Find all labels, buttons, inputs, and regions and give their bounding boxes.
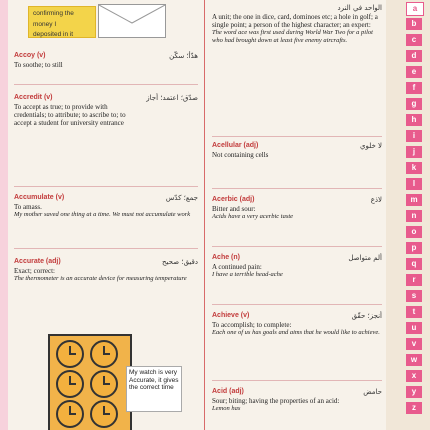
alphabet-tab-h[interactable]: h (406, 114, 422, 126)
alphabet-tab-g[interactable]: g (406, 98, 422, 110)
arabic-translation: جمع؛ كدّس (165, 194, 198, 202)
entry-divider (212, 246, 382, 247)
entry-acellular (212, 142, 382, 159)
alphabet-tab-z[interactable]: z (406, 402, 422, 414)
headword: Accoy (v) (14, 52, 46, 59)
alphabet-tab-s[interactable]: s (406, 290, 422, 302)
clock-icon (90, 370, 118, 398)
alphabet-index (386, 0, 430, 430)
headword: Accredit (v) (14, 94, 53, 101)
clock-icon (90, 400, 118, 428)
alphabet-tab-b[interactable]: b (406, 18, 422, 30)
clock-icon (56, 340, 84, 368)
entry-acid (212, 388, 382, 413)
alphabet-tab-m[interactable]: m (406, 194, 422, 206)
alphabet-tab-p[interactable]: p (406, 242, 422, 254)
alphabet-tab-t[interactable]: t (406, 306, 422, 318)
entry-divider (212, 188, 382, 189)
entry-achieve (212, 312, 382, 337)
entry-accurate (14, 258, 198, 283)
definition: Sour; biting; having the properties of an acid: (212, 397, 340, 405)
entry-accoy (14, 52, 198, 69)
bank-image (28, 4, 188, 38)
alphabet-tab-k[interactable]: k (406, 162, 422, 174)
arabic-translation: صدّق؛ اعتمد؛ أجاز (146, 94, 198, 102)
entry-divider (14, 248, 198, 249)
headword: Acerbic (adj) (212, 196, 255, 203)
entry-divider (212, 136, 382, 137)
alphabet-tab-i[interactable]: i (406, 130, 422, 142)
entry-accredit (14, 94, 198, 127)
alphabet-tab-r[interactable]: r (406, 274, 422, 286)
alphabet-tab-l[interactable]: l (406, 178, 422, 190)
entry-ache (212, 254, 382, 279)
entry-accumulate (14, 194, 198, 219)
arabic-translation: هدّأ؛ سكّن (169, 52, 198, 60)
alphabet-tab-e[interactable]: e (406, 66, 422, 78)
envelope-icon (99, 5, 165, 37)
alphabet-tab-v[interactable]: v (406, 338, 422, 350)
example: Each one of us has goals and aims that he would like to achieve. (212, 329, 380, 336)
clock-icon (90, 340, 118, 368)
alphabet-tab-c[interactable]: c (406, 34, 422, 46)
definition: Not containing cells (212, 151, 269, 159)
example: The thermometer is an accurate device for measuring temperature (14, 275, 187, 282)
definition: A unit; the one in dice, card, dominoes etc; a hole in golf; a single point; a person of the highest character; an expert: (212, 13, 378, 29)
column-divider (204, 0, 205, 430)
alphabet-tab-q[interactable]: q (406, 258, 422, 270)
definition: A continued pain: (212, 263, 262, 271)
example: I have a terrible head-ache (212, 271, 283, 278)
receipt-card (28, 6, 96, 38)
definition: To soothe; to still (14, 61, 63, 69)
example: Lemon has (212, 405, 241, 412)
card-line-1: confirming the (33, 10, 74, 17)
alphabet-tab-o[interactable]: o (406, 226, 422, 238)
example: The word ace was first used during World War Two for a pilot who had brought down at least five enemy aircrafts. (212, 29, 373, 44)
headword: Accumulate (v) (14, 194, 65, 201)
arabic-translation: أنجز؛ حقّق (351, 312, 382, 320)
definition: To amass. (14, 203, 42, 211)
definition: Bitter and sour: (212, 205, 256, 213)
alphabet-tab-n[interactable]: n (406, 210, 422, 222)
arabic-translation: الواحد في النرد (337, 4, 382, 12)
alphabet-tab-y[interactable]: y (406, 386, 422, 398)
alphabet-tab-j[interactable]: j (406, 146, 422, 158)
headword: Acid (adj) (212, 388, 244, 395)
left-edge-strip (0, 0, 8, 430)
entry-divider (212, 380, 382, 381)
headword: Ache (n) (212, 254, 240, 261)
alphabet-tab-w[interactable]: w (406, 354, 422, 366)
clock-icon (56, 400, 84, 428)
entry-divider (14, 186, 198, 187)
alphabet-tab-d[interactable]: d (406, 50, 422, 62)
entry-acerbic (212, 196, 382, 221)
example: My mother saved one thing at a time. We must not accumulate work (14, 211, 191, 218)
alphabet-tab-a[interactable]: a (406, 2, 424, 16)
clocks-illustration (48, 334, 132, 430)
headword: Accurate (adj) (14, 258, 61, 265)
right-column (212, 0, 382, 430)
watch-caption: My watch is very Accurate, it gives the correct time (126, 366, 182, 412)
entry-ace (212, 4, 382, 44)
headword: Achieve (v) (212, 312, 250, 319)
alphabet-tab-u[interactable]: u (406, 322, 422, 334)
example: Acids have a very acerbic taste (212, 213, 294, 220)
clock-icon (56, 370, 84, 398)
headword: Acellular (adj) (212, 142, 259, 149)
arabic-translation: ألم متواصل (348, 254, 382, 262)
entry-divider (14, 84, 198, 85)
arabic-translation: لاذع (370, 196, 382, 204)
card-line-3: deposited in it (33, 31, 74, 38)
alphabet-tab-f[interactable]: f (406, 82, 422, 94)
arabic-translation: حامض (363, 388, 382, 396)
envelope-image (98, 4, 166, 38)
definition: Exact; correct: (14, 267, 56, 275)
definition: To accomplish; to complete: (212, 321, 292, 329)
alphabet-tab-x[interactable]: x (406, 370, 422, 382)
card-line-2: money I (33, 20, 57, 28)
arabic-translation: دقيق؛ صحيح (162, 258, 198, 266)
definition: To accept as true; to provide with credentials; to attribute; to ascribe to; to accept a student for university entrance (14, 103, 126, 127)
arabic-translation: لا خلوي (360, 142, 382, 150)
entry-divider (212, 304, 382, 305)
